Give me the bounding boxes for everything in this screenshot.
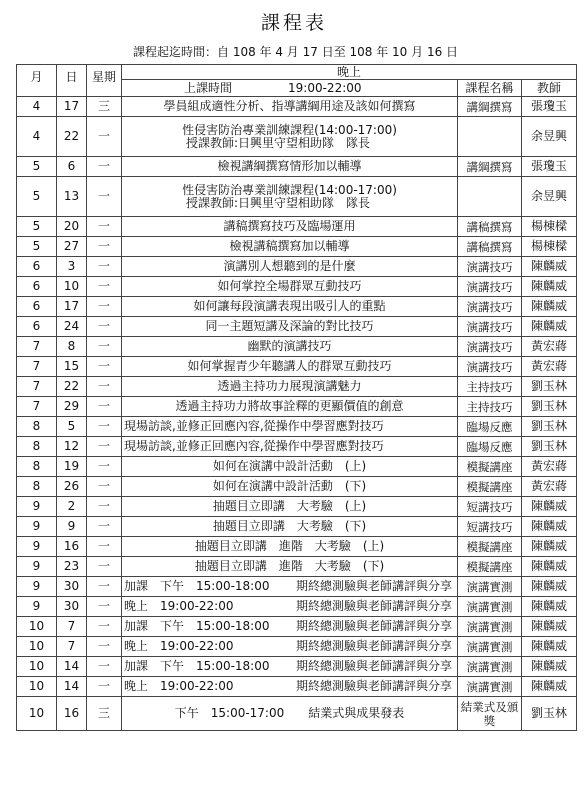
table-row	[17, 177, 577, 217]
course-name-cell: 模擬講座	[458, 557, 522, 577]
content-text: 加課 下午 15:00-18:00	[124, 659, 270, 673]
month-cell: 9	[17, 597, 57, 617]
month-cell: 7	[17, 377, 57, 397]
course-name-cell: 臨場反應	[458, 417, 522, 437]
content-description: 期終總測驗與老師講評與分享	[295, 639, 452, 653]
table-row	[17, 337, 577, 357]
course-name-cell: 演講技巧	[458, 357, 522, 377]
content-description: 期終總測驗與老師講評與分享	[295, 599, 452, 613]
content-instructor-note: 授課教師:日興里守望相助隊 隊長	[186, 135, 371, 150]
teacher-cell: 陳麟威	[522, 297, 577, 317]
header-day: 日	[57, 65, 87, 97]
month-cell: 4	[17, 117, 57, 157]
table-row	[17, 677, 577, 697]
month-cell: 9	[17, 537, 57, 557]
class-time-label: 上課時間	[184, 80, 233, 95]
teacher-cell: 余昱興	[522, 177, 577, 217]
content-cell	[122, 377, 458, 397]
weekday-cell: 一	[87, 637, 122, 657]
day-cell: 9	[57, 517, 87, 537]
weekday-cell: 一	[87, 257, 122, 277]
course-name-cell	[458, 117, 522, 157]
content-text: 透過主持功力展現演講魅力	[217, 379, 362, 393]
month-cell: 7	[17, 337, 57, 357]
weekday-cell: 一	[87, 477, 122, 497]
month-cell: 5	[17, 237, 57, 257]
day-cell: 13	[57, 177, 87, 217]
course-name-cell: 結業式及頒獎	[458, 697, 522, 731]
table-row	[17, 597, 577, 617]
day-cell: 10	[57, 277, 87, 297]
content-cell	[122, 417, 458, 437]
course-name-cell: 演講技巧	[458, 337, 522, 357]
day-cell: 3	[57, 257, 87, 277]
teacher-cell: 楊棟樑	[522, 237, 577, 257]
content-cell	[122, 397, 458, 417]
content-cell	[122, 177, 458, 217]
course-name-cell: 臨場反應	[458, 437, 522, 457]
content-description: 期終總測驗與老師講評與分享	[295, 619, 452, 633]
header-month: 月	[17, 65, 57, 97]
day-cell: 22	[57, 117, 87, 157]
content-text: 抽題目立即講 進階 大考驗 (上)	[194, 539, 385, 553]
course-name-cell: 短講技巧	[458, 517, 522, 537]
day-cell: 8	[57, 337, 87, 357]
content-cell	[122, 677, 458, 697]
weekday-cell: 一	[87, 417, 122, 437]
course-name-cell: 演講技巧	[458, 257, 522, 277]
content-cell	[122, 697, 458, 731]
table-row	[17, 457, 577, 477]
content-text: 抽題目立即講 大考驗 (上)	[212, 499, 367, 513]
month-cell: 9	[17, 577, 57, 597]
month-cell: 10	[17, 697, 57, 731]
class-time-value: 19:00-22:00	[288, 80, 362, 95]
content-cell	[122, 497, 458, 517]
weekday-cell: 一	[87, 397, 122, 417]
content-instructor-note: 授課教師:日興里守望相助隊 隊長	[186, 195, 371, 210]
month-cell: 6	[17, 257, 57, 277]
weekday-cell: 一	[87, 337, 122, 357]
weekday-cell: 一	[87, 377, 122, 397]
content-text: 演講別人想聽到的是什麼	[223, 259, 356, 273]
weekday-cell: 一	[87, 277, 122, 297]
course-name-cell: 演講實測	[458, 577, 522, 597]
content-cell	[122, 357, 458, 377]
day-cell: 20	[57, 217, 87, 237]
day-cell: 6	[57, 157, 87, 177]
course-name-cell: 模擬講座	[458, 477, 522, 497]
month-cell: 8	[17, 477, 57, 497]
month-cell: 5	[17, 177, 57, 217]
month-cell: 8	[17, 437, 57, 457]
schedule-table	[16, 64, 577, 731]
day-cell: 5	[57, 417, 87, 437]
teacher-cell: 劉玉林	[522, 417, 577, 437]
course-name-cell: 演講技巧	[458, 297, 522, 317]
month-cell: 10	[17, 677, 57, 697]
month-cell: 9	[17, 557, 57, 577]
content-cell	[122, 277, 458, 297]
day-cell: 17	[57, 297, 87, 317]
day-cell: 16	[57, 537, 87, 557]
day-cell: 17	[57, 97, 87, 117]
content-text: 如何掌控全場群眾互動技巧	[217, 279, 362, 293]
teacher-cell: 楊棟樑	[522, 217, 577, 237]
content-cell	[122, 257, 458, 277]
content-cell	[122, 637, 458, 657]
day-cell: 7	[57, 617, 87, 637]
content-cell	[122, 477, 458, 497]
month-cell: 5	[17, 157, 57, 177]
teacher-cell: 陳麟威	[522, 557, 577, 577]
weekday-cell: 一	[87, 677, 122, 697]
schedule-rows	[17, 97, 577, 731]
course-name-cell: 演講實測	[458, 637, 522, 657]
day-cell: 26	[57, 477, 87, 497]
teacher-cell: 陳麟威	[522, 537, 577, 557]
teacher-cell: 劉玉林	[522, 397, 577, 417]
table-row	[17, 557, 577, 577]
table-row	[17, 317, 577, 337]
table-row	[17, 517, 577, 537]
day-cell: 19	[57, 457, 87, 477]
teacher-cell: 陳麟威	[522, 497, 577, 517]
content-cell	[122, 157, 458, 177]
header-evening: 晚上	[122, 65, 577, 80]
weekday-cell: 一	[87, 117, 122, 157]
content-text: 學員組成適性分析、指導講綱用途及該如何撰寫	[163, 99, 416, 113]
content-text: 性侵害防治專業訓練課程(14:00-17:00)	[182, 182, 397, 197]
table-row	[17, 477, 577, 497]
weekday-cell: 一	[87, 597, 122, 617]
content-cell	[122, 457, 458, 477]
table-row	[17, 697, 577, 731]
content-text: 性侵害防治專業訓練課程(14:00-17:00)	[182, 122, 397, 137]
course-name-cell: 講稿撰寫	[458, 217, 522, 237]
header-teacher: 教師	[522, 80, 577, 97]
teacher-cell: 陳麟威	[522, 317, 577, 337]
table-row	[17, 437, 577, 457]
content-cell	[122, 557, 458, 577]
day-cell: 24	[57, 317, 87, 337]
teacher-cell: 黃宏蔣	[522, 457, 577, 477]
teacher-cell: 劉玉林	[522, 377, 577, 397]
content-text: 抽題目立即講 大考驗 (下)	[212, 519, 367, 533]
course-period: 課程起迄時間：自 108 年 4 月 17 日至 108 年 10 月 16 日	[133, 45, 459, 59]
course-name-cell: 講稿撰寫	[458, 237, 522, 257]
content-cell	[122, 617, 458, 637]
content-text: 講稿撰寫技巧及臨場運用	[223, 219, 356, 233]
weekday-cell: 一	[87, 517, 122, 537]
course-name-cell: 演講實測	[458, 597, 522, 617]
weekday-cell: 一	[87, 437, 122, 457]
course-name-cell: 演講實測	[458, 617, 522, 637]
month-cell: 8	[17, 457, 57, 477]
weekday-cell: 一	[87, 497, 122, 517]
page-title: 課程表	[260, 12, 327, 34]
day-cell: 12	[57, 437, 87, 457]
month-cell: 6	[17, 297, 57, 317]
teacher-cell: 余昱興	[522, 117, 577, 157]
course-name-cell: 模擬講座	[458, 537, 522, 557]
content-text: 幽默的演講技巧	[247, 339, 332, 353]
course-name-cell	[458, 177, 522, 217]
weekday-cell: 一	[87, 657, 122, 677]
day-cell: 7	[57, 637, 87, 657]
table-row	[17, 297, 577, 317]
table-row	[17, 657, 577, 677]
table-row	[17, 497, 577, 517]
course-name-cell: 演講技巧	[458, 277, 522, 297]
header-course-name: 課程名稱	[458, 80, 522, 97]
course-name-cell: 主持技巧	[458, 377, 522, 397]
month-cell: 8	[17, 417, 57, 437]
content-text: 如何在演講中設計活動 (上)	[212, 459, 367, 473]
weekday-cell: 一	[87, 537, 122, 557]
content-text: 如何讓每段演講表現出吸引人的重點	[193, 299, 386, 313]
content-text: 晚上 19:00-22:00	[124, 599, 234, 613]
table-row	[17, 377, 577, 397]
teacher-cell: 張瓊玉	[522, 97, 577, 117]
course-name-cell: 模擬講座	[458, 457, 522, 477]
header-weekday: 星期	[87, 65, 122, 97]
content-text: 如何掌握青少年聽講人的群眾互動技巧	[187, 359, 392, 373]
weekday-cell: 一	[87, 457, 122, 477]
day-cell: 29	[57, 397, 87, 417]
day-cell: 30	[57, 597, 87, 617]
content-text: 如何在演講中設計活動 (下)	[212, 479, 367, 493]
day-cell: 23	[57, 557, 87, 577]
month-cell: 6	[17, 317, 57, 337]
content-text: 加課 下午 15:00-18:00	[124, 619, 270, 633]
weekday-cell: 一	[87, 317, 122, 337]
teacher-cell: 張瓊玉	[522, 157, 577, 177]
course-name-cell: 演講技巧	[458, 317, 522, 337]
weekday-cell: 一	[87, 157, 122, 177]
day-cell: 27	[57, 237, 87, 257]
weekday-cell: 一	[87, 217, 122, 237]
teacher-cell: 黃宏蔣	[522, 337, 577, 357]
course-name-cell: 主持技巧	[458, 397, 522, 417]
teacher-cell: 陳麟威	[522, 657, 577, 677]
teacher-cell: 陳麟威	[522, 517, 577, 537]
weekday-cell: 三	[87, 697, 122, 731]
teacher-cell: 陳麟威	[522, 677, 577, 697]
weekday-cell: 三	[87, 97, 122, 117]
content-cell	[122, 97, 458, 117]
table-row	[17, 157, 577, 177]
content-cell	[122, 657, 458, 677]
day-cell: 16	[57, 697, 87, 731]
teacher-cell: 黃宏蔣	[522, 477, 577, 497]
day-cell: 14	[57, 677, 87, 697]
content-text: 檢視講綱撰寫情形加以輔導	[217, 159, 362, 173]
teacher-cell: 陳麟威	[522, 257, 577, 277]
content-description: 期終總測驗與老師講評與分享	[295, 679, 452, 693]
month-cell: 7	[17, 357, 57, 377]
day-cell: 2	[57, 497, 87, 517]
weekday-cell: 一	[87, 557, 122, 577]
teacher-cell: 陳麟威	[522, 597, 577, 617]
content-cell	[122, 297, 458, 317]
content-cell	[122, 597, 458, 617]
content-cell	[122, 337, 458, 357]
content-text: 透過主持功力將故事詮釋的更顯價值的創意	[175, 399, 404, 413]
teacher-cell: 陳麟威	[522, 637, 577, 657]
table-row	[17, 237, 577, 257]
table-row	[17, 97, 577, 117]
header-class-time	[122, 80, 458, 97]
table-row	[17, 217, 577, 237]
content-description: 期終總測驗與老師講評與分享	[295, 659, 452, 673]
course-name-cell: 講綱撰寫	[458, 157, 522, 177]
weekday-cell: 一	[87, 177, 122, 217]
teacher-cell: 陳麟威	[522, 617, 577, 637]
day-cell: 30	[57, 577, 87, 597]
content-text: 加課 下午 15:00-18:00	[124, 579, 270, 593]
course-name-cell: 講綱撰寫	[458, 97, 522, 117]
table-row	[17, 637, 577, 657]
teacher-cell: 陳麟威	[522, 577, 577, 597]
day-cell: 22	[57, 377, 87, 397]
day-cell: 14	[57, 657, 87, 677]
course-name-cell: 演講實測	[458, 657, 522, 677]
month-cell: 10	[17, 637, 57, 657]
content-text: 晚上 19:00-22:00	[124, 679, 234, 693]
table-row	[17, 277, 577, 297]
content-text: 抽題目立即講 進階 大考驗 (下)	[194, 559, 385, 573]
month-cell: 4	[17, 97, 57, 117]
month-cell: 9	[17, 497, 57, 517]
content-cell	[122, 577, 458, 597]
teacher-cell: 劉玉林	[522, 697, 577, 731]
content-text: 現場訪談,並修正回應內容,從操作中學習應對技巧	[124, 419, 384, 433]
table-row	[17, 257, 577, 277]
course-name-cell: 短講技巧	[458, 497, 522, 517]
course-name-cell: 演講實測	[458, 677, 522, 697]
weekday-cell: 一	[87, 297, 122, 317]
weekday-cell: 一	[87, 617, 122, 637]
month-cell: 5	[17, 217, 57, 237]
content-cell	[122, 117, 458, 157]
table-row	[17, 397, 577, 417]
table-row	[17, 537, 577, 557]
month-cell: 9	[17, 517, 57, 537]
content-cell	[122, 217, 458, 237]
content-text: 晚上 19:00-22:00	[124, 639, 234, 653]
month-cell: 10	[17, 617, 57, 637]
teacher-cell: 劉玉林	[522, 437, 577, 457]
teacher-cell: 陳麟威	[522, 277, 577, 297]
table-row	[17, 117, 577, 157]
content-cell	[122, 517, 458, 537]
content-cell	[122, 437, 458, 457]
month-cell: 7	[17, 397, 57, 417]
weekday-cell: 一	[87, 577, 122, 597]
content-text: 下午 15:00-17:00 結業式與成果發表	[174, 706, 405, 720]
table-row	[17, 617, 577, 637]
content-cell	[122, 317, 458, 337]
content-cell	[122, 237, 458, 257]
content-text: 現場訪談,並修正回應內容,從操作中學習應對技巧	[124, 439, 384, 453]
weekday-cell: 一	[87, 237, 122, 257]
content-text: 檢視講稿撰寫加以輔導	[229, 239, 350, 253]
teacher-cell: 黃宏蔣	[522, 357, 577, 377]
content-cell	[122, 537, 458, 557]
content-text: 同一主題短講及深論的對比技巧	[205, 319, 374, 333]
table-row	[17, 417, 577, 437]
month-cell: 10	[17, 657, 57, 677]
table-row	[17, 357, 577, 377]
table-row	[17, 577, 577, 597]
weekday-cell: 一	[87, 357, 122, 377]
month-cell: 6	[17, 277, 57, 297]
content-description: 期終總測驗與老師講評與分享	[295, 579, 452, 593]
day-cell: 15	[57, 357, 87, 377]
